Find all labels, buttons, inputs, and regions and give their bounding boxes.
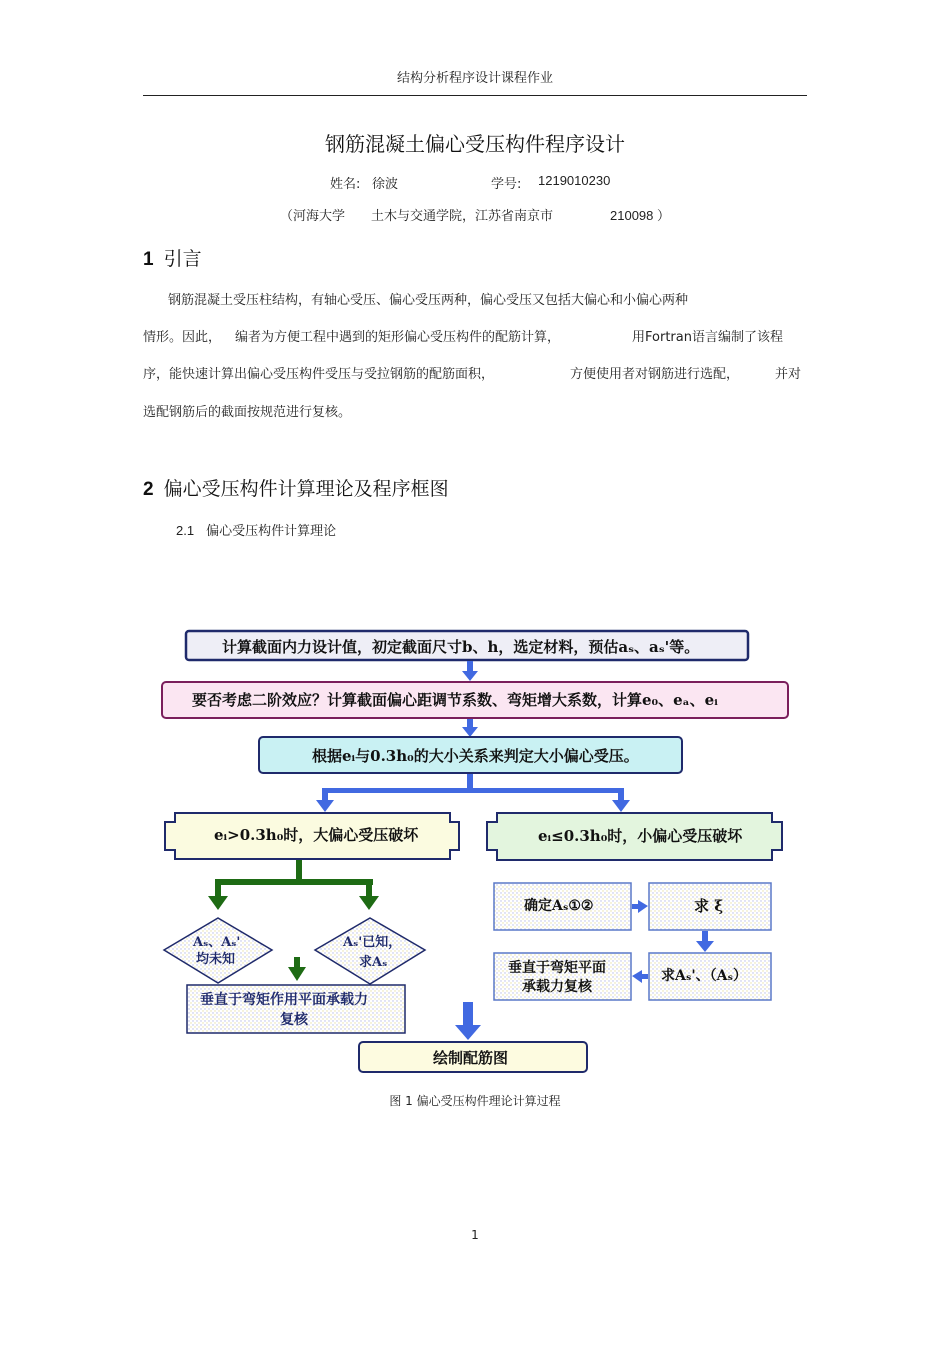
page-number: 1	[471, 1228, 479, 1242]
flow-box-3-text: 根据eᵢ与0.3h₀的大小关系来判定大小偏心受压。	[312, 747, 639, 765]
figure-caption: 图 1 偏心受压构件理论计算过程	[389, 1094, 561, 1108]
arrow-as-to-check	[632, 970, 648, 983]
section-1-number: 1	[143, 249, 154, 270]
arrow-to-draw	[455, 1002, 481, 1040]
student-id-label: 学号:	[491, 177, 522, 192]
section-1-title: 引言	[163, 248, 202, 270]
diamond-left-line1: Aₛ、Aₛ'	[193, 935, 241, 950]
running-header: 结构分析程序设计课程作业	[396, 71, 553, 86]
box-determine-as-text: 确定Aₛ①②	[524, 898, 594, 914]
branch-arrow-green	[208, 860, 379, 910]
box-check-right-line1: 垂直于弯矩平面	[508, 960, 606, 976]
subsection-2-1-number: 2.1	[176, 523, 195, 538]
box-check-left-line1: 垂直于弯矩作用平面承载力	[200, 992, 368, 1008]
section-2-title: 偏心受压构件计算理论及程序框图	[163, 478, 449, 500]
arrow-xi-down	[696, 931, 714, 952]
arrow-green-down	[288, 957, 306, 981]
paper-title: 钢筋混凝土偏心受压构件程序设计	[325, 132, 625, 156]
para-line-2a: 情形。因此，	[143, 330, 222, 345]
arrow-2-3	[462, 719, 478, 737]
diamond-both-unknown	[164, 918, 272, 983]
flow-box-2-text: 要否考虑二阶效应？计算截面偏心距调节系数、弯矩增大系数，计算e₀、eₐ、eᵢ	[192, 691, 718, 709]
affiliation-postcode: 210098 ）	[610, 208, 670, 223]
diamond-as-prime-known	[315, 918, 425, 984]
author-name: 徐波	[372, 177, 399, 192]
subsection-2-1-title: 偏心受压构件计算理论	[206, 524, 337, 539]
box-solve-as-text: 求Aₛ'、（Aₛ）	[661, 968, 748, 984]
banner-right-text: eᵢ≤0.3h₀时，小偏心受压破坏	[538, 827, 743, 845]
box-draw-text: 绘制配筋图	[433, 1049, 509, 1067]
student-id: 1219010230	[538, 173, 611, 188]
para-line-3b: 方便使用者对钢筋进行选配，	[570, 367, 740, 382]
para-line-2b: 编者为方便工程中遇到的矩形偏心受压构件的配筋计算，	[235, 330, 561, 345]
para-line-4: 选配钢筋后的截面按规范进行复核。	[143, 405, 352, 420]
banner-left-text: eᵢ>0.3h₀时，大偏心受压破坏	[214, 826, 419, 844]
para-line-3a: 序，能快速计算出偏心受压构件受压与受拉钢筋的配筋面积，	[143, 367, 495, 382]
flow-box-1-text: 计算截面内力设计值，初定截面尺寸b、h，选定材料，预估aₛ、aₛ'等。	[222, 638, 700, 656]
branch-arrow-blue	[316, 774, 630, 812]
arrow-determine-to-xi	[632, 900, 648, 913]
section-2-number: 2	[143, 479, 154, 500]
diamond-left-line2: 均未知	[196, 952, 236, 967]
arrow-1-2	[462, 661, 478, 681]
author-name-label: 姓名:	[330, 177, 361, 192]
box-check-left-line2: 复核	[280, 1012, 308, 1028]
para-line-2c: 用Fortran语言编制了该程	[632, 330, 783, 345]
diamond-right-line2: 求Aₛ	[359, 955, 388, 970]
diamond-right-line1: Aₛ'已知，	[343, 935, 402, 950]
affiliation-school: 土木与交通学院，江苏省南京市	[371, 209, 554, 224]
box-solve-xi-text: 求 ξ	[694, 897, 724, 915]
para-line-1: 钢筋混凝土受压柱结构，有轴心受压、偏心受压两种，偏心受压又包括大偏心和小偏心两种	[168, 293, 689, 308]
affiliation-university: （河海大学	[280, 209, 346, 224]
para-line-3c: 并对	[775, 367, 802, 382]
box-check-right-line2: 承载力复核	[522, 979, 592, 995]
